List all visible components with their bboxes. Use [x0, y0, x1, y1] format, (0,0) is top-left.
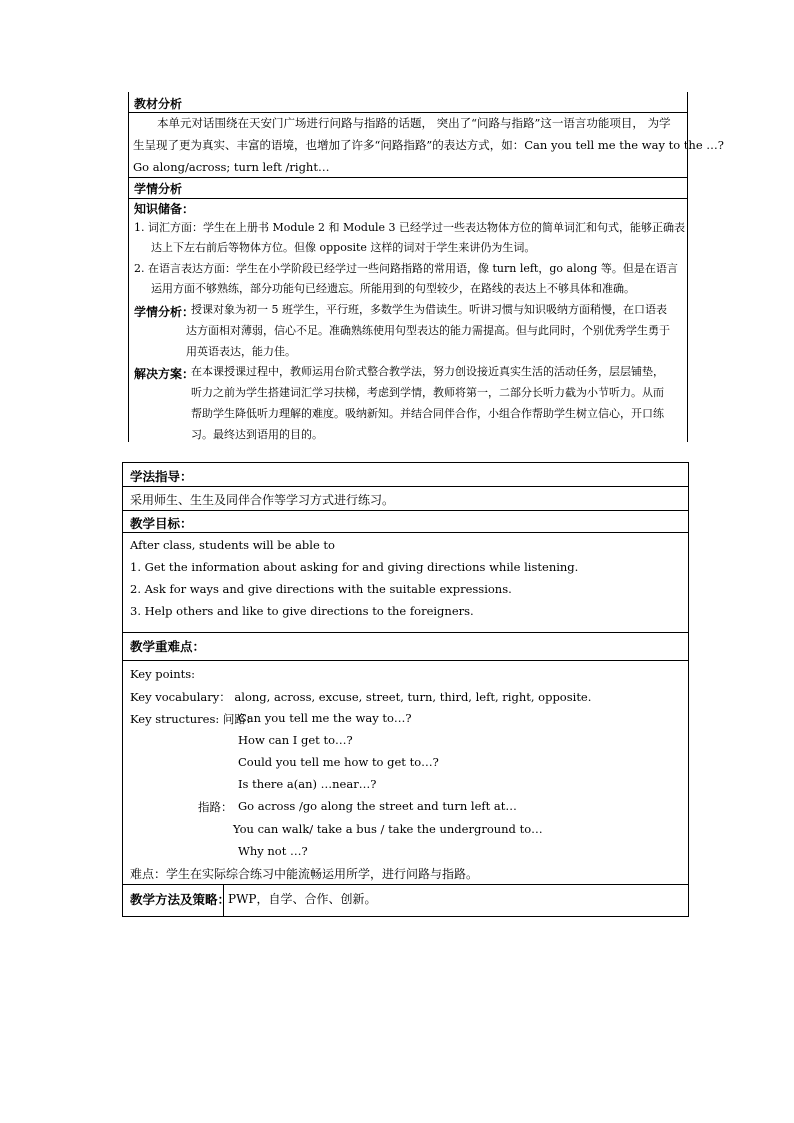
strategy-text: PWP，自学、合作、创新。 [228, 892, 377, 906]
difficulty-text: 难点：学生在实际综合练习中能流畅运用所学，进行问路与指路。 [130, 867, 479, 881]
analysis-section [128, 92, 724, 442]
divider [123, 884, 688, 885]
goal-line: After class, students will be able to [130, 538, 335, 552]
divider [129, 198, 687, 199]
knowledge-label: 知识储备： [134, 202, 195, 216]
solution-line: 帮助学生降低听力理解的难度。吸纳新知。并结合同伴合作，小组合作帮助学生树立信心，开口练 [191, 407, 664, 420]
give-expression: Why not …? [238, 844, 308, 858]
keypoints-label: Key points: [130, 667, 196, 681]
solution-label: 解决方案： [134, 367, 195, 381]
give-expression: Go across /go along the street and turn left at… [238, 799, 517, 813]
give-expression: You can walk/ take a bus / take the underground to… [233, 822, 543, 836]
ask-expression: How can I get to…? [238, 733, 353, 747]
solution-line: 在本课授课过程中，教师运用台阶式整合教学法，努力创设接近真实生活的活动任务，层层铺垫， [191, 365, 664, 378]
method-text: 采用师生、生生及同伴合作等学习方式进行练习。 [130, 493, 395, 507]
textbook-analysis-line: 生呈现了更为真实、丰富的语境，也增加了许多“问路指路”的表达方式，如：Can you tell me the way to the …? [133, 138, 724, 152]
divider [123, 510, 688, 511]
textbook-analysis-line: Go along/across; turn left /right… [133, 160, 330, 174]
divider [123, 660, 688, 661]
divider [123, 632, 688, 633]
knowledge-item: 2. 在语言表达方面：学生在小学阶段已经学过一些问路指路的常用语，像 turn left，go along 等。但是在语言 [134, 262, 678, 275]
give-label: 指路： [198, 800, 233, 814]
keypoints-title: 教学重难点： [130, 639, 206, 654]
method-title: 学法指导： [130, 469, 193, 484]
ask-expression: Can you tell me the way to…? [238, 711, 412, 725]
goal-line: 1. Get the information about asking for and giving directions while listening. [130, 560, 579, 574]
key-vocabulary: Key vocabulary： along, across, excuse, street, turn, third, left, right, opposite. [130, 690, 592, 704]
strategy-label: 教学方法及策略： [130, 892, 231, 907]
goal-line: 3. Help others and like to give directions to the foreigners. [130, 604, 474, 618]
analysis-label: 学情分析： [134, 305, 195, 319]
textbook-analysis-line: 本单元对话围绕在天安门广场进行问路与指路的话题， 突出了“问路与指路”这一语言功能项目， 为学 [157, 116, 671, 130]
analysis-line: 达方面相对薄弱，信心不足。准确熟练使用句型表达的能力需提高。但与此同时，个别优秀学生勇于 [186, 324, 670, 337]
solution-line: 习。最终达到语用的目的。 [191, 428, 323, 441]
goal-line: 2. Ask for ways and give directions with the suitable expressions. [130, 582, 512, 596]
student-analysis-title: 学情分析 [134, 182, 183, 196]
analysis-line: 授课对象为初一 5 班学生，平行班，多数学生为借读生。听讲习惯与知识吸纳方面稍慢，在口语表 [191, 303, 667, 316]
knowledge-item: 达上下左右前后等物体方位。但像 opposite 这样的词对于学生来讲仍为生词。 [151, 241, 536, 254]
teaching-plan-table [122, 462, 689, 917]
ask-expression: Could you tell me how to get to…? [238, 755, 439, 769]
goals-title: 教学目标： [130, 516, 193, 531]
knowledge-item: 1. 词汇方面：学生在上册书 Module 2 和 Module 3 已经学过一些表达物体方位的简单词汇和句式，能够正确表 [134, 221, 686, 234]
divider [123, 486, 688, 487]
ask-expression: Is there a(an) …near…? [238, 777, 377, 791]
key-structures-label: Key structures: 问路： [130, 712, 258, 726]
divider [123, 532, 688, 533]
analysis-line: 用英语表达，能力佳。 [186, 345, 296, 358]
divider [129, 177, 687, 178]
knowledge-item: 运用方面不够熟练，部分功能句已经遗忘。所能用到的句型较少，在路线的表达上不够具体和准确。 [151, 282, 635, 295]
solution-line: 听力之前为学生搭建词汇学习扶梯，考虑到学情，教师将第一，二部分长听力截为小节听力。从而 [191, 386, 664, 399]
divider [223, 884, 224, 917]
textbook-analysis-title: 教材分析 [134, 97, 183, 111]
